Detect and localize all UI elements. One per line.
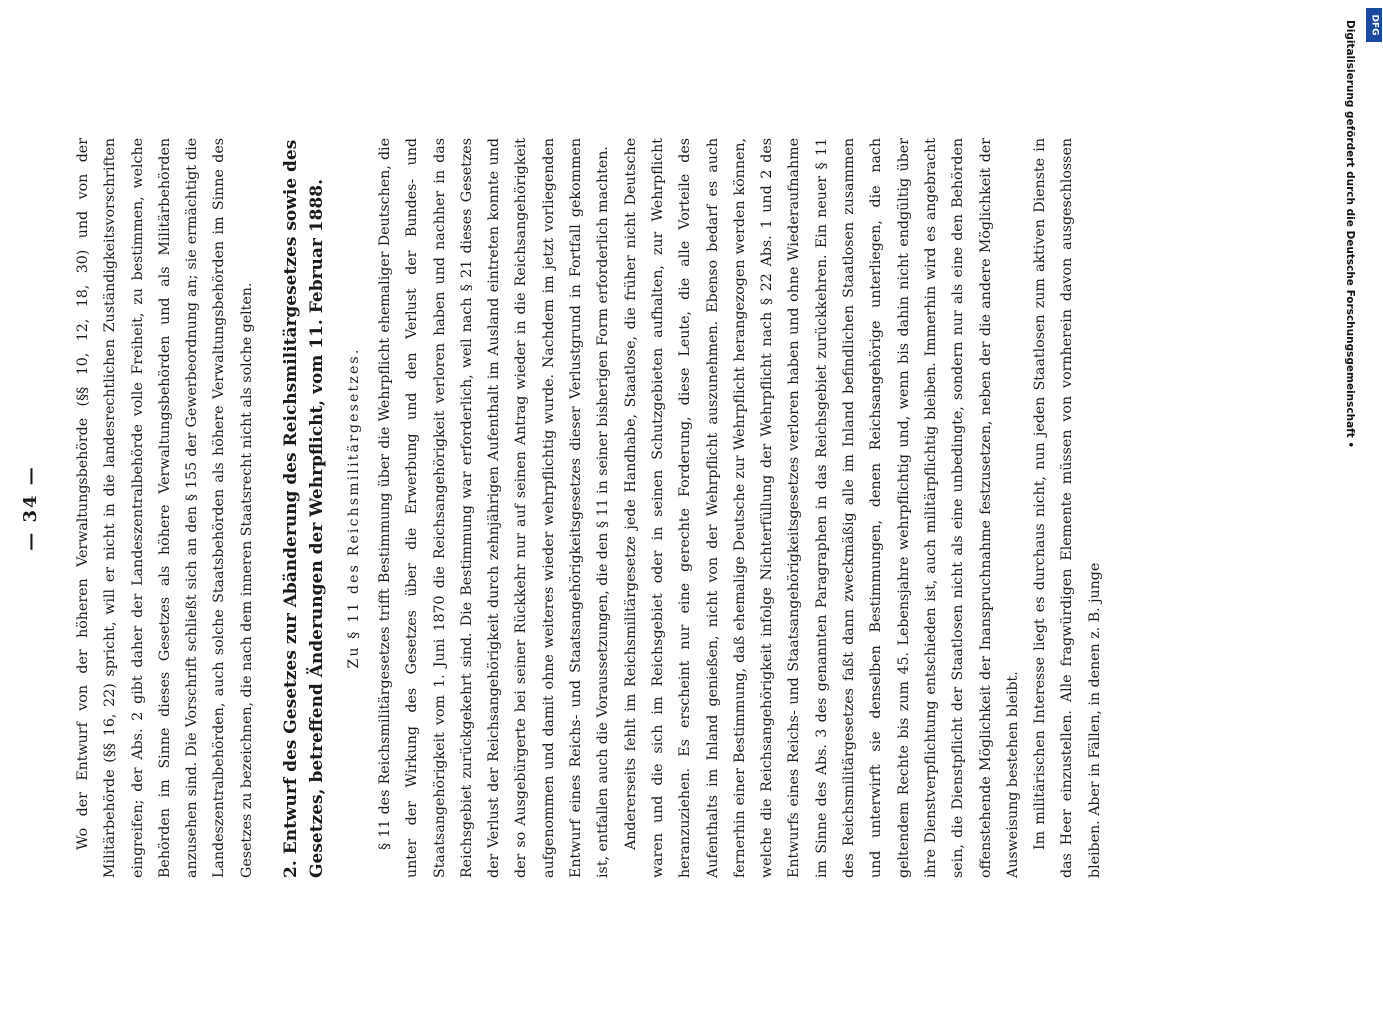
- paragraph-3: Andererseits fehlt im Reichsmilitärgesetze jede Handhabe, Staatlose, die früher nicht Deutsche waren und die sich im Reichsgebiet oder in seinen Schutzgebieten aufhalten, zur Wehrpflicht heranzuziehen. Es erscheint nur eine gerechte Forderung, diese Leute, die alle Vorteile des Aufenthalts im Inland genießen, nicht von der Wehrpflicht auszunehmen. Ebenso bedarf es auch fernerhin einer Bestimmung, daß ehemalige Deutsche zur Wehrpflicht herangezogen werden können, welche die Reichsangehörigkeit infolge Nichterfüllung der Wehrpflicht nach § 22 Abs. 1 und 2 des Entwurfs eines Reichs- und Staatsangehörigkeitsgesetzes verloren haben und ohne Wiederaufnahme im Sinne des Abs. 3 des genannten Paragraphen in das Reichsgebiet zurückkehren. Ein neuer § 11 des Reichsmilitärgesetzes faßt dann zweckmäßig alle im Inland befindlichen Staatlosen zusammen und unterwirft sie denselben Bestimmungen, denen Reichsangehörige unterliegen, die nach geltendem Rechte bis zum 45. Lebensjahre wehrpflichtig und, wenn bis dahin nicht endgültig über ihre Dienstverpflichtung entschieden ist, auch militärpflichtig bleiben. Immerhin wird es angebracht sein, die Dienstpflicht der Staatlosen nicht als eine unbedingte, sondern nur als eine den Behörden offenstehende Möglichkeit der Inanspruchnahme festzusetzen, neben der die andere Möglichkeit der Ausweisung bestehen bleibt.: [622, 138, 1021, 878]
- paragraph-2: § 11 des Reichsmilitärgesetzes trifft Bestimmung über die Wehrpflicht ehemaliger Deutschen, die unter der Wirkung des Gesetzes über die Erwerbung und den Verlust der Bundes- und Staatsangehörigkeit vom 1. Juni 1870 die Reichsangehörigkeit verloren haben und nachher in das Reichsgebiet zurückgekehrt sind. Die Bestimmung war erforderlich, weil nach § 21 dieses Gesetzes der Verlust der Reichsangehörigkeit durch zehnjährigen Aufenthalt im Ausland eintreten konnte und der so Ausgebürgerte bei seiner Rückkehr nur auf seinen Antrag wieder in die Reichsangehörigkeit aufgenommen und damit ohne weiteres wieder wehrpflichtig wurde. Nachdem im jetzt vorliegenden Entwurf eines Reichs- und Staatsangehörigkeitsgesetzes dieser Verlustgrund in Fortfall gekommen ist, entfallen auch die Voraussetzungen, die den § 11 in seiner bisherigen Form erforderlich machten.: [377, 138, 612, 878]
- dfg-logo: [1366, 8, 1382, 42]
- paragraph-4: Im militärischen Interesse liegt es durchaus nicht, nun jeden Staatlosen zum aktiven Dienste in das Heer einzustellen. Alle fragwürdigen Elemente müssen von vornherein davon ausgeschlossen bleiben. Aber in Fällen, in denen z. B. junge: [1032, 138, 1103, 878]
- section-number: 2.: [281, 860, 301, 878]
- paragraph-block-1: [70, 138, 261, 878]
- subsection-heading: Zu § 11 des Reichsmilitärgesetzes.: [346, 347, 362, 669]
- digitization-note: Digitalisierung gefördert durch die Deutsche Forschungsgemeinschaft •: [1344, 20, 1356, 449]
- page-content: [0, 98, 1103, 918]
- section-heading: [278, 138, 330, 878]
- dfg-logo-text: DFG: [1369, 14, 1380, 36]
- section-title: Entwurf des Gesetzes zur Abänderung des Reichsmilitärgesetzes sowie des Gesetzes, betreffend Änderungen der Wehrpflicht, vom 11. Februar 1888.: [281, 139, 327, 878]
- rotated-document-page: [0, 98, 1103, 918]
- paragraph-1: Wo der Entwurf von der höheren Verwaltungsbehörde (§§ 10, 12, 18, 30) und von der Militärbehörde (§§ 16, 22) spricht, will er nicht in die landesrechtlichen Zuständigkeitsvorschriften eingreifen; der Abs. 2 gibt daher der Landeszentralbehörde volle Freiheit, zu bestimmen, welche Behörden im Sinne dieses Gesetzes als höhere Verwaltungsbehörden und als Militärbehörden anzusehen sind. Die Vorschrift schließt sich an den § 155 der Gewerbeordnung an; sie ermächtigt die Landeszentralbehörden, auch solche Staatsbehörden als höhere Verwaltungsbehörden im Sinne des Gesetzes zu bezeichnen, die nach dem inneren Staatsrecht nicht als solche gelten.: [75, 138, 255, 878]
- page-number: — 34 —: [20, 465, 41, 551]
- paragraph-block-2: [372, 138, 1109, 878]
